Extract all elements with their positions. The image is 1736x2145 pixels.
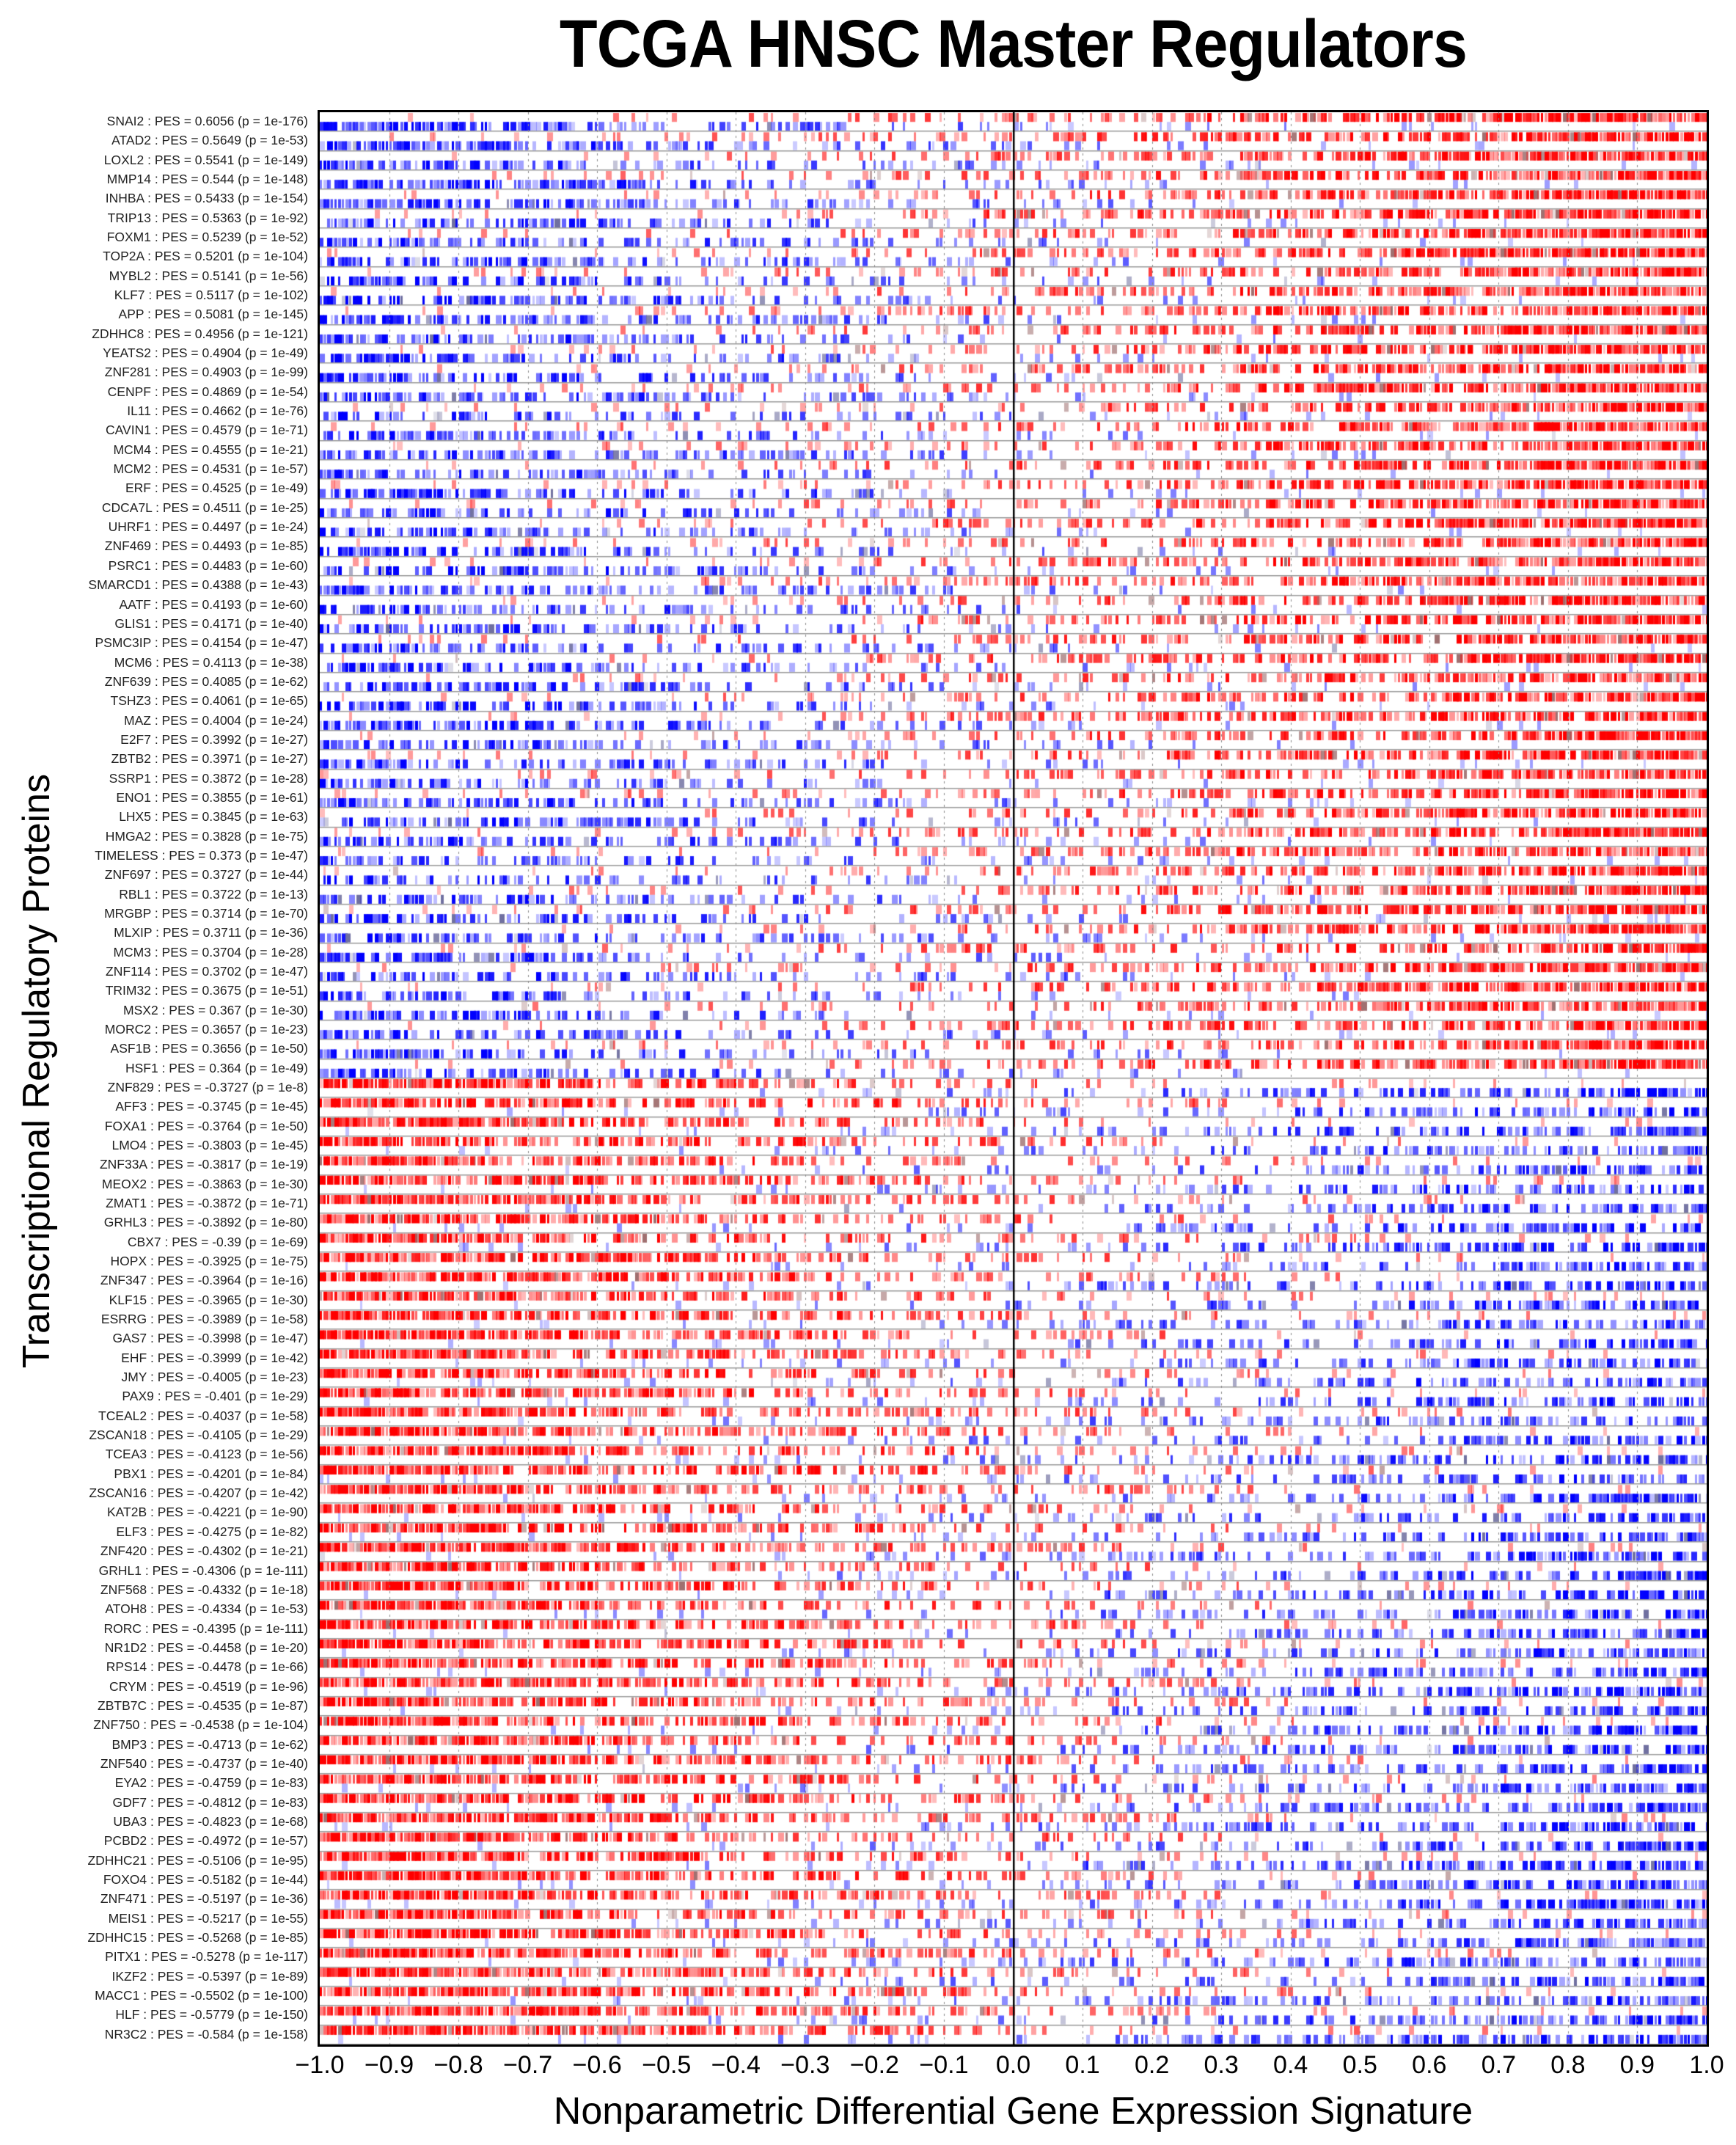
row-label: RORC : PES = -0.4395 (p = 1e-111) <box>103 1620 308 1636</box>
row-label: TIMELESS : PES = 0.373 (p = 1e-47) <box>95 847 308 863</box>
row-label: HSF1 : PES = 0.364 (p = 1e-49) <box>125 1060 308 1075</box>
row-label: ESRRG : PES = -0.3989 (p = 1e-58) <box>100 1312 308 1327</box>
x-tick-label: 0.7 <box>1481 2051 1516 2079</box>
x-tick-label: 0.2 <box>1134 2051 1170 2079</box>
row-label: MCM3 : PES = 0.3704 (p = 1e-28) <box>113 944 308 960</box>
row-label: GRHL1 : PES = -0.4306 (p = 1e-111) <box>98 1563 308 1578</box>
row-label: NR1D2 : PES = -0.4458 (p = 1e-20) <box>104 1640 308 1655</box>
heatmap-canvas <box>320 112 1707 2044</box>
row-label: GDF7 : PES = -0.4812 (p = 1e-83) <box>112 1794 308 1810</box>
row-label: SNAI2 : PES = 0.6056 (p = 1e-176) <box>106 114 308 128</box>
row-label: EYA2 : PES = -0.4759 (p = 1e-83) <box>114 1775 308 1791</box>
row-label: PBX1 : PES = -0.4201 (p = 1e-84) <box>114 1466 308 1481</box>
row-label: FOXM1 : PES = 0.5239 (p = 1e-52) <box>106 230 308 245</box>
row-label: ZNF281 : PES = 0.4903 (p = 1e-99) <box>104 365 308 380</box>
row-label: YEATS2 : PES = 0.4904 (p = 1e-49) <box>103 346 308 361</box>
row-label: TSHZ3 : PES = 0.4061 (p = 1e-65) <box>110 693 308 709</box>
x-tick-label: −0.5 <box>642 2051 692 2079</box>
row-label: TOP2A : PES = 0.5201 (p = 1e-104) <box>103 249 308 264</box>
row-label: ERF : PES = 0.4525 (p = 1e-49) <box>125 480 308 496</box>
x-tick-label: 0.8 <box>1550 2051 1586 2079</box>
x-axis-label: Nonparametric Differential Gene Expression Signature <box>553 2090 1473 2133</box>
x-tick-label: 0.5 <box>1342 2051 1377 2079</box>
row-label: CAVIN1 : PES = 0.4579 (p = 1e-71) <box>106 423 308 438</box>
row-label: HLF : PES = -0.5779 (p = 1e-150) <box>115 2007 308 2022</box>
row-label: ATOH8 : PES = -0.4334 (p = 1e-53) <box>105 1601 308 1617</box>
row-label: RPS14 : PES = -0.4478 (p = 1e-66) <box>106 1659 308 1675</box>
row-label: PAX9 : PES = -0.401 (p = 1e-29) <box>122 1389 308 1404</box>
row-label: ZBTB2 : PES = 0.3971 (p = 1e-27) <box>111 751 308 767</box>
row-label: GAS7 : PES = -0.3998 (p = 1e-47) <box>112 1331 308 1346</box>
row-label: ZDHHC8 : PES = 0.4956 (p = 1e-121) <box>92 326 308 341</box>
row-label: FOXA1 : PES = -0.3764 (p = 1e-50) <box>104 1118 308 1133</box>
row-label: ELF3 : PES = -0.4275 (p = 1e-82) <box>116 1524 308 1539</box>
row-label: LOXL2 : PES = 0.5541 (p = 1e-149) <box>103 152 308 167</box>
row-label: APP : PES = 0.5081 (p = 1e-145) <box>118 307 308 322</box>
row-label: CDCA7L : PES = 0.4511 (p = 1e-25) <box>101 500 308 515</box>
row-label: LMO4 : PES = -0.3803 (p = 1e-45) <box>111 1138 308 1153</box>
row-label: PITX1 : PES = -0.5278 (p = 1e-117) <box>105 1949 308 1965</box>
row-label: EHF : PES = -0.3999 (p = 1e-42) <box>121 1350 308 1365</box>
x-tick-label: 0.6 <box>1412 2051 1447 2079</box>
x-tick-label: −1.0 <box>295 2051 345 2079</box>
row-label: ZNF469 : PES = 0.4493 (p = 1e-85) <box>104 538 308 554</box>
row-label: PCBD2 : PES = -0.4972 (p = 1e-57) <box>103 1833 308 1849</box>
row-label: ZNF420 : PES = -0.4302 (p = 1e-21) <box>100 1543 308 1559</box>
x-tick-label: −0.6 <box>572 2051 622 2079</box>
row-label: ASF1B : PES = 0.3656 (p = 1e-50) <box>110 1041 308 1056</box>
row-label: HMGA2 : PES = 0.3828 (p = 1e-75) <box>105 828 308 844</box>
row-label: ZNF568 : PES = -0.4332 (p = 1e-18) <box>100 1582 308 1597</box>
row-label: KLF15 : PES = -0.3965 (p = 1e-30) <box>109 1292 308 1307</box>
row-label: ZNF33A : PES = -0.3817 (p = 1e-19) <box>99 1157 308 1172</box>
row-label: PSRC1 : PES = 0.4483 (p = 1e-60) <box>108 558 308 573</box>
row-label: ZNF750 : PES = -0.4538 (p = 1e-104) <box>93 1717 308 1733</box>
row-label: FOXO4 : PES = -0.5182 (p = 1e-44) <box>103 1871 308 1887</box>
x-axis-ticks <box>295 2051 1724 2088</box>
row-label: ZDHHC21 : PES = -0.5106 (p = 1e-95) <box>87 1852 308 1868</box>
x-tick-label: 0.1 <box>1065 2051 1100 2079</box>
row-label: ZNF540 : PES = -0.4737 (p = 1e-40) <box>100 1755 308 1771</box>
row-label: ENO1 : PES = 0.3855 (p = 1e-61) <box>116 789 308 805</box>
x-tick-label: 0.9 <box>1619 2051 1655 2079</box>
row-label: MAZ : PES = 0.4004 (p = 1e-24) <box>124 712 308 728</box>
row-label: AFF3 : PES = -0.3745 (p = 1e-45) <box>115 1099 308 1114</box>
row-label: IL11 : PES = 0.4662 (p = 1e-76) <box>127 403 308 419</box>
x-tick-label: 1.0 <box>1689 2051 1724 2079</box>
row-label: JMY : PES = -0.4005 (p = 1e-23) <box>121 1370 308 1385</box>
row-label: LHX5 : PES = 0.3845 (p = 1e-63) <box>119 809 308 825</box>
row-label: CRYM : PES = -0.4519 (p = 1e-96) <box>109 1678 308 1694</box>
row-label: GLIS1 : PES = 0.4171 (p = 1e-40) <box>114 615 308 631</box>
row-label: MMP14 : PES = 0.544 (p = 1e-148) <box>106 172 308 187</box>
row-label: PSMC3IP : PES = 0.4154 (p = 1e-47) <box>95 635 308 651</box>
row-label: AATF : PES = 0.4193 (p = 1e-60) <box>119 596 308 612</box>
row-label: ZNF347 : PES = -0.3964 (p = 1e-16) <box>100 1273 308 1288</box>
row-label: TCEA3 : PES = -0.4123 (p = 1e-56) <box>105 1447 308 1462</box>
y-axis-label: Transcriptional Regulatory Proteins <box>15 773 58 1369</box>
row-label: MCM2 : PES = 0.4531 (p = 1e-57) <box>113 461 308 477</box>
row-label: SSRP1 : PES = 0.3872 (p = 1e-28) <box>109 770 308 786</box>
row-label: KLF7 : PES = 0.5117 (p = 1e-102) <box>114 288 308 303</box>
x-tick-label: −0.2 <box>849 2051 899 2079</box>
row-label: TRIM32 : PES = 0.3675 (p = 1e-51) <box>105 983 308 998</box>
row-label: ZNF114 : PES = 0.3702 (p = 1e-47) <box>106 963 308 979</box>
row-label: MCM6 : PES = 0.4113 (p = 1e-38) <box>114 654 308 670</box>
row-label: IKZF2 : PES = -0.5397 (p = 1e-89) <box>111 1968 308 1984</box>
row-label: MORC2 : PES = 0.3657 (p = 1e-23) <box>104 1021 308 1037</box>
x-tick-label: 0.4 <box>1273 2051 1308 2079</box>
x-tick-label: −0.3 <box>780 2051 830 2079</box>
chart-title: TCGA HNSC Master Regulators <box>559 7 1468 81</box>
row-label: ATAD2 : PES = 0.5649 (p = 1e-53) <box>111 133 308 148</box>
row-label: MACC1 : PES = -0.5502 (p = 1e-100) <box>95 1987 308 2003</box>
row-label: TCEAL2 : PES = -0.4037 (p = 1e-58) <box>98 1408 308 1423</box>
row-label: INHBA : PES = 0.5433 (p = 1e-154) <box>105 191 308 206</box>
row-label: ZNF639 : PES = 0.4085 (p = 1e-62) <box>104 673 308 689</box>
row-labels <box>0 110 308 2047</box>
row-label: MSX2 : PES = 0.367 (p = 1e-30) <box>123 1002 308 1017</box>
row-label: ZNF829 : PES = -0.3727 (p = 1e-8) <box>107 1080 308 1095</box>
row-label: UBA3 : PES = -0.4823 (p = 1e-68) <box>113 1813 308 1829</box>
row-label: ZNF697 : PES = 0.3727 (p = 1e-44) <box>104 867 308 883</box>
row-label: MRGBP : PES = 0.3714 (p = 1e-70) <box>104 905 308 921</box>
row-label: MYBL2 : PES = 0.5141 (p = 1e-56) <box>109 268 308 283</box>
x-tick-label: −0.7 <box>503 2051 553 2079</box>
row-label: E2F7 : PES = 0.3992 (p = 1e-27) <box>120 731 308 747</box>
row-label: MEOX2 : PES = -0.3863 (p = 1e-30) <box>101 1176 308 1191</box>
row-label: HOPX : PES = -0.3925 (p = 1e-75) <box>110 1254 308 1269</box>
row-label: MCM4 : PES = 0.4555 (p = 1e-21) <box>113 442 308 457</box>
row-label: CBX7 : PES = -0.39 (p = 1e-69) <box>127 1234 308 1249</box>
row-label: ZNF471 : PES = -0.5197 (p = 1e-36) <box>100 1891 308 1907</box>
row-label: NR3C2 : PES = -0.584 (p = 1e-158) <box>104 2026 308 2042</box>
row-label: TRIP13 : PES = 0.5363 (p = 1e-92) <box>107 210 308 225</box>
x-tick-label: −0.1 <box>919 2051 969 2079</box>
x-tick-label: −0.8 <box>433 2051 483 2079</box>
row-label: MEIS1 : PES = -0.5217 (p = 1e-55) <box>108 1910 308 1926</box>
row-label: RBL1 : PES = 0.3722 (p = 1e-13) <box>119 886 308 902</box>
row-label: ZDHHC15 : PES = -0.5268 (p = 1e-85) <box>87 1929 308 1945</box>
row-label: SMARCD1 : PES = 0.4388 (p = 1e-43) <box>88 577 308 593</box>
row-label: MLXIP : PES = 0.3711 (p = 1e-36) <box>114 925 308 940</box>
row-label: ZSCAN18 : PES = -0.4105 (p = 1e-29) <box>89 1428 308 1443</box>
heatmap-plot-area <box>318 110 1709 2047</box>
row-label: CENPF : PES = 0.4869 (p = 1e-54) <box>107 384 308 399</box>
row-label: KAT2B : PES = -0.4221 (p = 1e-90) <box>107 1505 308 1520</box>
x-tick-label: −0.4 <box>711 2051 761 2079</box>
x-tick-label: 0.3 <box>1204 2051 1239 2079</box>
x-tick-label: 0.0 <box>995 2051 1031 2079</box>
row-label: ZSCAN16 : PES = -0.4207 (p = 1e-42) <box>89 1486 308 1501</box>
row-label: BMP3 : PES = -0.4713 (p = 1e-62) <box>111 1736 308 1752</box>
row-label: ZMAT1 : PES = -0.3872 (p = 1e-71) <box>106 1196 308 1211</box>
row-label: GRHL3 : PES = -0.3892 (p = 1e-80) <box>103 1215 308 1230</box>
x-tick-label: −0.9 <box>364 2051 414 2079</box>
row-label: ZBTB7C : PES = -0.4535 (p = 1e-87) <box>98 1698 308 1713</box>
row-label: UHRF1 : PES = 0.4497 (p = 1e-24) <box>108 519 308 535</box>
